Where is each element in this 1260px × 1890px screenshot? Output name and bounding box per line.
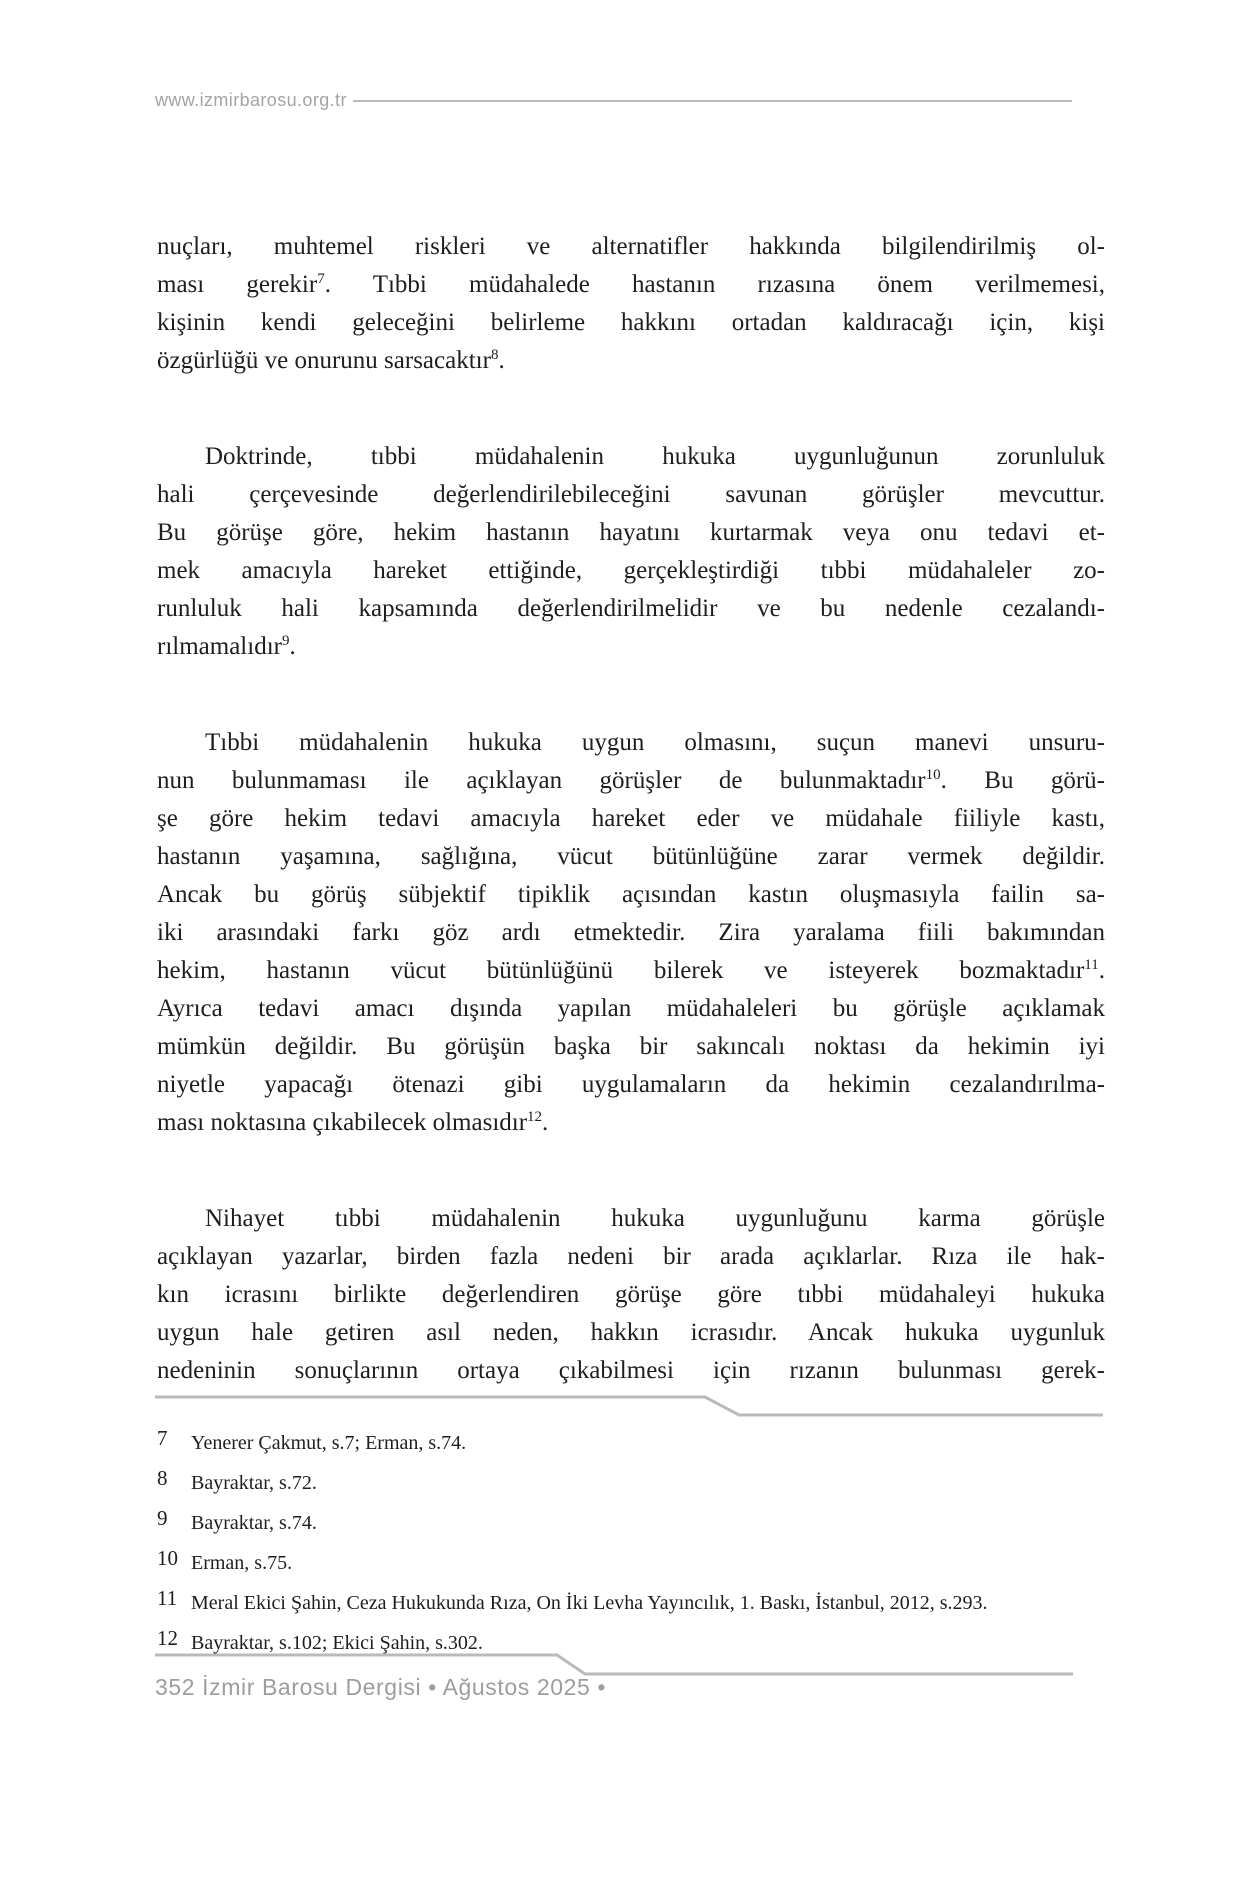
text-line: açıklayan yazarlar, birden fazla nedeni bir arada açıklarlar. Rıza ile hak- [157, 1243, 1105, 1270]
footnote-ref: 7 [317, 271, 325, 287]
footnotes [157, 1426, 1107, 1670]
footnote-ref: 11 [1084, 957, 1099, 973]
text-line: ması noktasına çıkabilecek olmasıdır$^{12}$. [157, 1109, 549, 1136]
footnote-row [157, 1506, 1107, 1536]
text-line: nun bulunmaması ile açıklayan görüşler de bulunmaktadır$^{10}$. Bu görü- [157, 767, 1105, 794]
footnote-ref: 8 [490, 347, 499, 363]
footnote-ref: 12 [527, 1109, 543, 1125]
text-line: uygun hale getiren asıl neden, hakkın icrasıdır. Ancak hukuka uygunluk [157, 1319, 1105, 1346]
footnote-row [157, 1466, 1107, 1496]
header-url: www.izmirbarosu.org.tr [155, 90, 347, 110]
text-line: nuçları, muhtemel riskleri ve alternatifler hakkında bilgilendirilmiş ol- [157, 233, 1105, 260]
text-line: mümkün değildir. Bu görüşün başka bir sakıncalı noktası da hekimin iyi [157, 1033, 1105, 1060]
footnote-row [157, 1586, 1107, 1616]
text-line: rılmamalıdır$^9$. [157, 633, 296, 660]
paragraph [157, 1200, 1105, 1390]
text-line: mek amacıyla hareket ettiğinde, gerçekleştirdiği tıbbi müdahaleler zo- [157, 557, 1105, 584]
footnote-row [157, 1546, 1107, 1576]
paragraph [157, 228, 1105, 380]
page-header [155, 90, 1105, 111]
text-line: hali çerçevesinde değerlendirilebileceğini savunan görüşler mevcuttur. [157, 481, 1105, 508]
text-line: niyetle yapacağı ötenazi gibi uygulamaların da hekimin cezalandırılma- [157, 1071, 1105, 1098]
text-line: Bu görüşe göre, hekim hastanın hayatını kurtarmak veya onu tedavi et- [157, 519, 1105, 546]
paragraph [157, 438, 1105, 666]
footnote-row [157, 1426, 1107, 1456]
article [157, 228, 1105, 1390]
text-line: runluluk hali kapsamında değerlendirilmelidir ve bu nedenle cezalandı- [157, 595, 1105, 622]
text-line: nedeninin sonuçlarının ortaya çıkabilmesi için rızanın bulunması gerek- [157, 1357, 1105, 1384]
footnote-number: 9 [157, 1506, 168, 1530]
footnote-number: 10 [157, 1546, 178, 1570]
paragraph [157, 724, 1105, 1142]
footnote-text: Meral Ekici Şahin, Ceza Hukukunda Rıza, On İki Levha Yayıncılık, 1. Baskı, İstanbul, 2012, s.293. [191, 1592, 988, 1614]
text-line: Nihayet tıbbi müdahalenin hukuka uygunluğunu karma görüşle [205, 1205, 1105, 1232]
footnote-ref: 9 [281, 633, 290, 649]
footnote-text: Bayraktar, s.72. [191, 1472, 317, 1494]
header-rule [353, 100, 1072, 102]
footnote-number: 8 [157, 1466, 168, 1490]
footnote-number: 11 [157, 1586, 178, 1610]
footnote-text: Yenerer Çakmut, s.7; Erman, s.74. [191, 1432, 467, 1454]
text-line: Ayrıca tedavi amacı dışında yapılan müdahaleleri bu görüşle açıklamak [157, 995, 1105, 1022]
footnote-text: Bayraktar, s.74. [191, 1512, 317, 1534]
text-line: hekim, hastanın vücut bütünlüğünü bilerek ve isteyerek bozmaktadır$^{11}$. [157, 957, 1105, 984]
text-line: özgürlüğü ve onurunu sarsacaktır$^8$. [157, 347, 505, 374]
text-line: ması gerekir$^7$. Tıbbi müdahalede hastanın rızasına önem verilmemesi, [157, 271, 1105, 298]
text-line: kın icrasını birlikte değerlendiren görüşe göre tıbbi müdahaleyi hukuka [157, 1281, 1105, 1308]
footnote-text: Erman, s.75. [191, 1552, 293, 1574]
text-line: hastanın yaşamına, sağlığına, vücut bütünlüğüne zarar vermek değildir. [157, 843, 1105, 870]
footnote-separator [155, 1394, 1105, 1420]
footnote-number: 7 [157, 1426, 168, 1450]
text-line: kişinin kendi geleceğini belirleme hakkını ortadan kaldıracağı için, kişi [157, 309, 1105, 336]
text-line: Ancak bu görüş sübjektif tipiklik açısından kastın oluşmasıyla failin sa- [157, 881, 1105, 908]
page-footer: 352 İzmir Barosu Dergisi • Ağustos 2025 • [155, 1674, 607, 1700]
text-line: şe göre hekim tedavi amacıyla hareket eder ve müdahale fiiliyle kastı, [157, 805, 1105, 832]
footnote-number: 12 [157, 1626, 178, 1650]
text-line: iki arasındaki farkı göz ardı etmektedir. Zira yaralama fiili bakımından [157, 919, 1105, 946]
text-line: Tıbbi müdahalenin hukuka uygun olmasını, suçun manevi unsuru- [205, 729, 1105, 756]
text-line: Doktrinde, tıbbi müdahalenin hukuka uygunluğunun zorunluluk [205, 443, 1105, 470]
footnote-text: Bayraktar, s.102; Ekici Şahin, s.302. [191, 1632, 483, 1654]
footnote-ref: 10 [925, 767, 941, 783]
